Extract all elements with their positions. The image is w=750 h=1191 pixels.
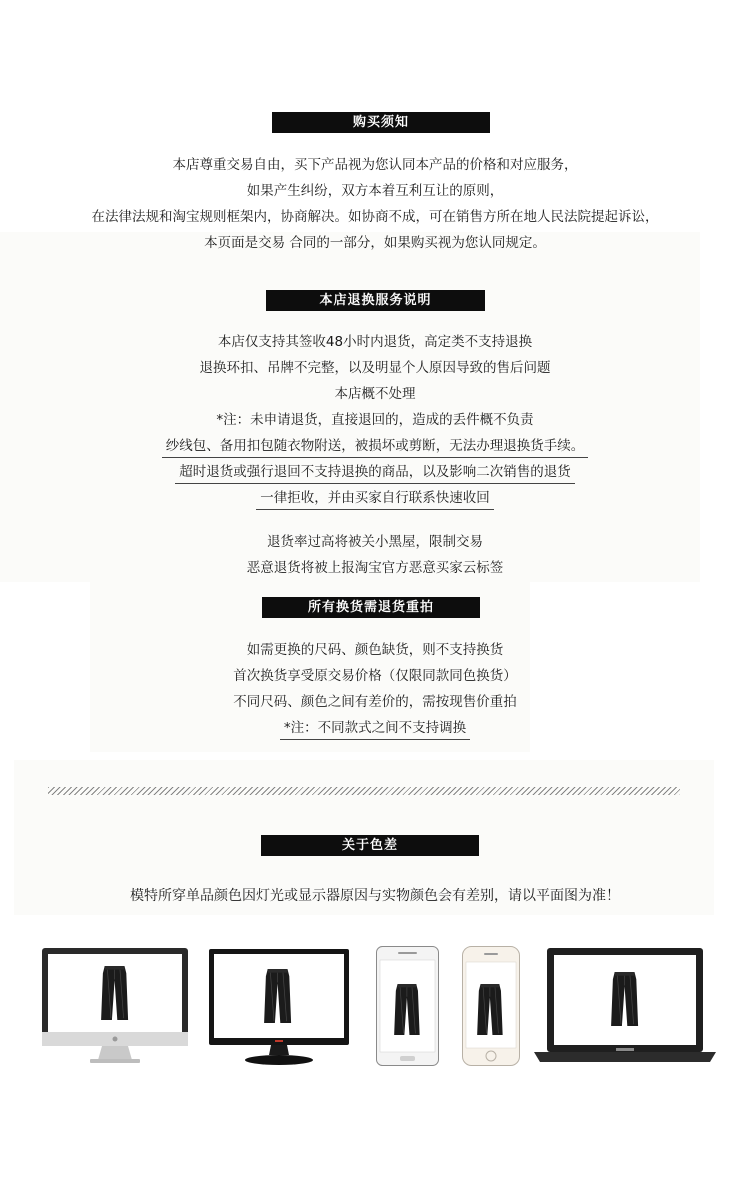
section-title-color-difference: 关于色差: [261, 835, 479, 856]
return-policy-line: [0, 463, 750, 484]
samsung-phone-image: [376, 946, 439, 1066]
section-title-return-policy: 本店退换服务说明: [266, 290, 485, 311]
color-difference-note: 模特所穿单品颜色因灯光或显示器原因与实物颜色会有差别，请以平面图为准！: [130, 888, 620, 904]
exchange-policy-line-text: *注：不同款式之间不支持调换: [280, 719, 470, 740]
lg-monitor-image: [209, 949, 349, 1067]
iphone-image: [462, 946, 520, 1066]
exchange-policy-line: [0, 719, 750, 740]
return-policy-line-text: 一律拒收，并由买家自行联系快速收回: [256, 489, 494, 510]
return-policy-line: 本店概不处理: [334, 386, 416, 402]
dell-laptop-image: [534, 948, 716, 1066]
return-policy-line-text: 纱线包、备用扣包随衣物附送，被损坏或剪断，无法办理退换货手续。: [162, 437, 589, 458]
purchase-notice-line: 如果产生纠纷，双方本着互利互让的原则，: [246, 183, 504, 199]
exchange-policy-line: 如需更换的尺码、颜色缺货，则不支持换货: [246, 642, 504, 658]
exchange-policy-line: 不同尺码、颜色之间有差价的，需按现售价重拍: [233, 694, 517, 710]
section-title-purchase-notice: 购买须知: [272, 112, 490, 133]
exchange-policy-line: 首次换货享受原交易价格（仅限同款同色换货）: [233, 668, 517, 684]
purchase-notice-line: 本页面是交易 合同的一部分，如果购买视为您认同规定。: [204, 235, 546, 251]
return-policy-line: 本店仅支持其签收48小时内退货，高定类不支持退换: [217, 334, 533, 350]
return-policy-line: [0, 437, 750, 458]
imac-monitor-image: [42, 948, 188, 1066]
return-policy-line: 退货率过高将被关小黑屋，限制交易: [267, 534, 483, 550]
return-policy-line: 恶意退货将被上报淘宝官方恶意买家云标签: [246, 560, 504, 576]
section-title-exchange-policy: 所有换货需退货重拍: [262, 597, 480, 618]
wavy-divider: [48, 787, 680, 795]
purchase-notice-line: 在法律法规和淘宝规则框架内，协商解决。如协商不成，可在销售方所在地人民法院提起诉讼，: [91, 209, 659, 225]
return-policy-line: [0, 489, 750, 510]
return-policy-line: *注：未申请退货，直接退回的，造成的丢件概不负责: [216, 412, 534, 428]
return-policy-line: 退换环扣、吊牌不完整，以及明显个人原因导致的售后问题: [199, 360, 551, 376]
background-panel: [0, 232, 700, 582]
purchase-notice-line: 本店尊重交易自由，买下产品视为您认同本产品的价格和对应服务，: [172, 157, 578, 173]
return-policy-line-text: 超时退货或强行退回不支持退换的商品，以及影响二次销售的退货: [175, 463, 575, 484]
